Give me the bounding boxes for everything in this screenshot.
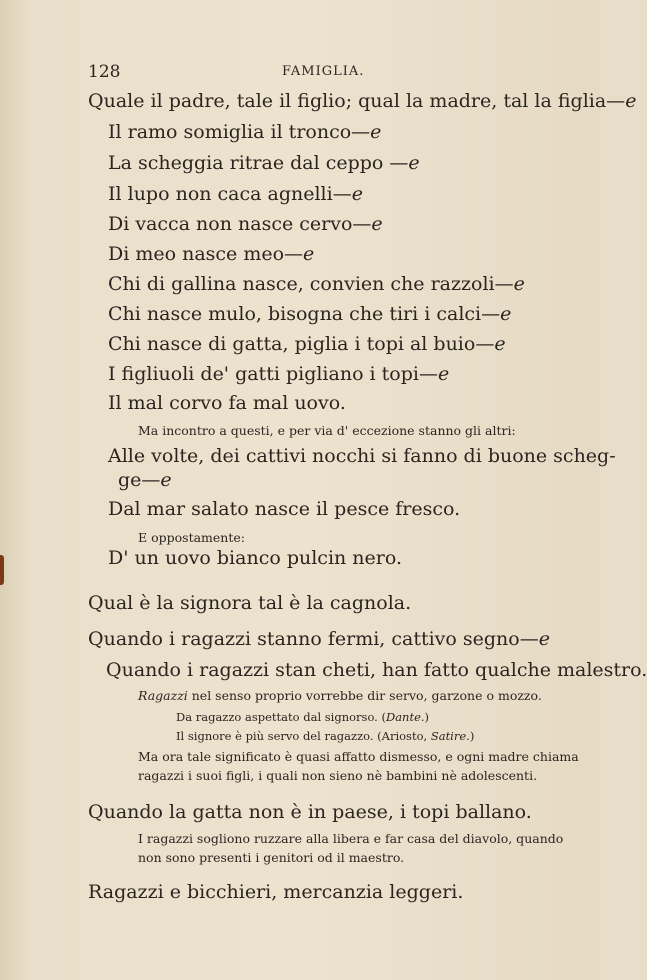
commentary-line: Ma ora tale significato è quasi affatto dismesso, e ogni madre chiama <box>138 749 579 764</box>
proverb-heading: Qual è la signora tal è la cagnola. <box>88 592 412 614</box>
proverb-line: Dal mar salato nasce il pesce fresco. <box>108 498 461 520</box>
proverb-line: Quale il padre, tale il figlio; qual la madre, tal la figlia—e <box>88 90 637 112</box>
page-header <box>88 62 538 86</box>
proverb-line: D' un uovo bianco pulcin nero. <box>108 547 402 569</box>
proverb-line: La scheggia ritrae dal ceppo —e <box>108 152 420 174</box>
proverb-line: Di vacca non nasce cervo—e <box>108 213 383 235</box>
page-edge-mark <box>0 555 4 585</box>
commentary-line: non sono presenti i genitori od il maestro. <box>138 850 405 865</box>
proverb-line: Il lupo non caca agnelli—e <box>108 183 363 205</box>
commentary-line: Ma incontro a questi, e per via d' eccezione stanno gli altri: <box>138 423 516 438</box>
proverb-heading: Quando i ragazzi stanno fermi, cattivo segno—e <box>88 628 550 650</box>
commentary-line: I ragazzi sogliono ruzzare alla libera e far casa del diavolo, quando <box>138 831 564 846</box>
proverb-line-continued: ge—e <box>118 469 172 491</box>
commentary-line: Ragazzi nel senso proprio vorrebbe dir servo, garzone o mozzo. <box>138 688 542 703</box>
proverb-line: Chi nasce mulo, bisogna che tiri i calci—e <box>108 303 512 325</box>
proverb-line: Di meo nasce meo—e <box>108 243 315 265</box>
proverb-heading: Quando la gatta non è in paese, i topi ballano. <box>88 801 532 823</box>
citation-line: Il signore è più servo del ragazzo. (Ariosto, Satire.) <box>176 729 475 743</box>
proverb-line: Chi di gallina nasce, convien che razzoli—e <box>108 273 525 295</box>
proverb-line: Quando i ragazzi stan cheti, han fatto qualche malestro. <box>106 659 647 681</box>
proverb-line: I figliuoli de' gatti pigliano i topi—e <box>108 363 450 385</box>
running-head: FAMIGLIA. <box>282 64 365 79</box>
citation-line: Da ragazzo aspettato dal signorso. (Dante.) <box>176 710 430 724</box>
commentary-line: E oppostamente: <box>138 530 245 545</box>
proverb-line: Il ramo somiglia il tronco—e <box>108 121 382 143</box>
proverb-line: Il mal corvo fa mal uovo. <box>108 392 346 414</box>
proverb-line: Alle volte, dei cattivi nocchi si fanno di buone scheg- <box>108 445 616 467</box>
page-number: 128 <box>88 62 121 82</box>
proverb-line: Chi nasce di gatta, piglia i topi al buio—e <box>108 333 506 355</box>
commentary-line: ragazzi i suoi figli, i quali non sieno nè bambini nè adolescenti. <box>138 768 538 783</box>
proverb-heading: Ragazzi e bicchieri, mercanzia leggeri. <box>88 881 464 903</box>
